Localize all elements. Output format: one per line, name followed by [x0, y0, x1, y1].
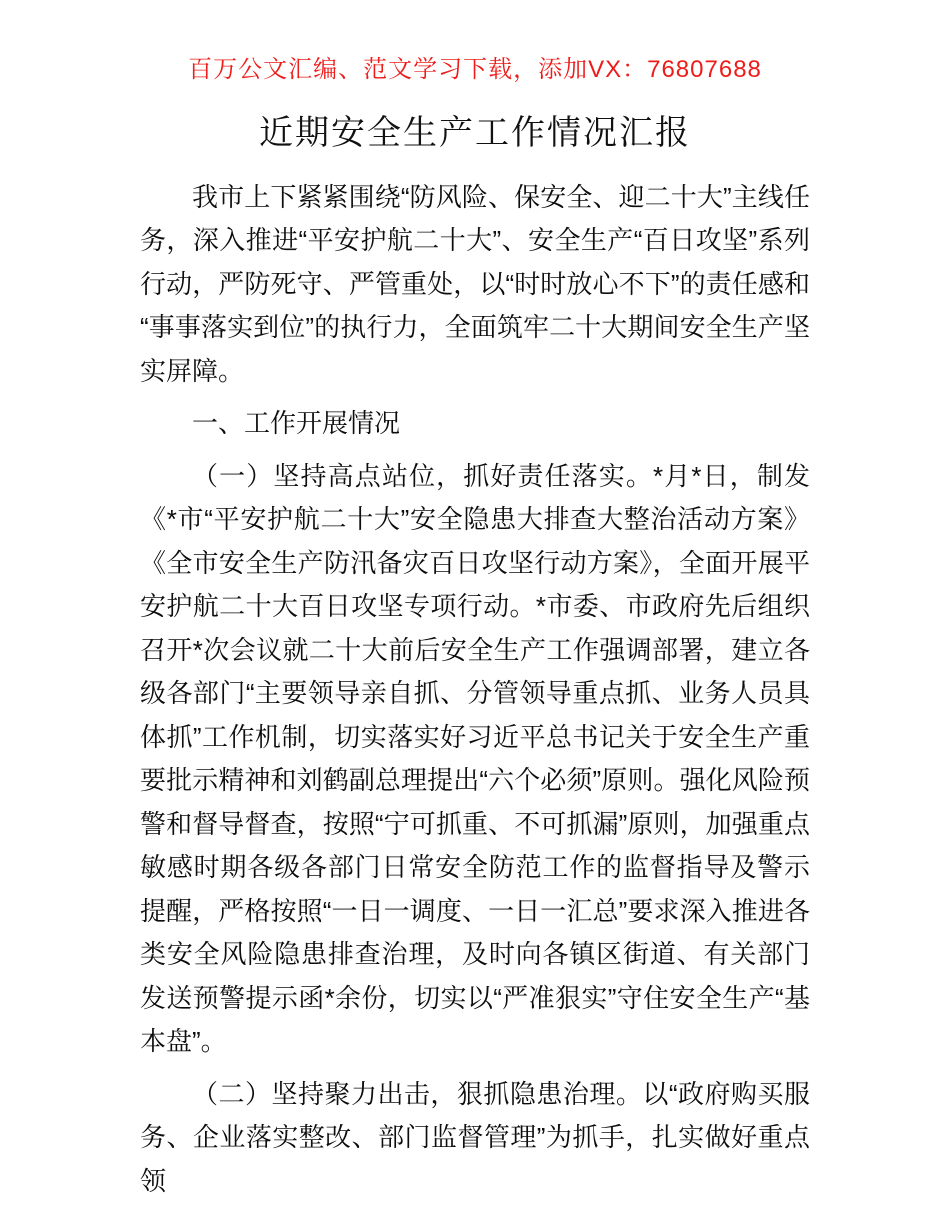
paragraph-section-1-2: （二）坚持聚力出击，狠抓隐患治理。以“政府购买服务、企业落实整改、部门监督管理”为抓手，扎实做好重点领 — [140, 1078, 810, 1196]
paragraph-intro: 我市上下紧紧围绕“防风险、保安全、迎二十大”主线任务，深入推进“平安护航二十大”、安全生产“百日攻坚”系列行动，严防死守、严管重处，以“时时放心不下”的责任感和“事事落实到位”的执行力，全面筑牢二十大期间安全生产坚实屏障。 — [140, 181, 810, 386]
document-title: 近期安全生产工作情况汇报 — [259, 114, 691, 152]
section-heading-1: 一、工作开展情况 — [192, 408, 401, 439]
paragraph-section-1-1: （一）坚持高点站位，抓好责任落实。*月*日，制发《*市“平安护航二十大”安全隐患大排查大整治活动方案》《全市安全生产防汛备灾百日攻坚行动方案》，全面开展平安护航二十大百日攻坚专项行动。*市委、市政府先后组织召开*次会议就二十大前后安全生产工作强调部署，建立各级各部门“主要领导亲自抓、分管领导重点抓、业务人员具体抓”工作机制，切实落实好习近平总书记关于安全生产重要批示精神和刘鹤副总理提出“六个必须”原则。强化风险预警和督导督查，按照“宁可抓重、不可抓漏”原则，加强重点敏感时期各级各部门日常安全防范工作的监督指导及警示提醒，严格按照“一日一调度、一日一汇总”要求深入推进各类安全风险隐患排查治理，及时向各镇区街道、有关部门发送预警提示函*余份，切实以“严准狠实”守住安全生产“基本盘”。 — [140, 460, 810, 1057]
promo-header-note: 百万公文汇编、范文学习下载，添加VX：76807688 — [188, 56, 762, 83]
document-body — [140, 176, 810, 1204]
